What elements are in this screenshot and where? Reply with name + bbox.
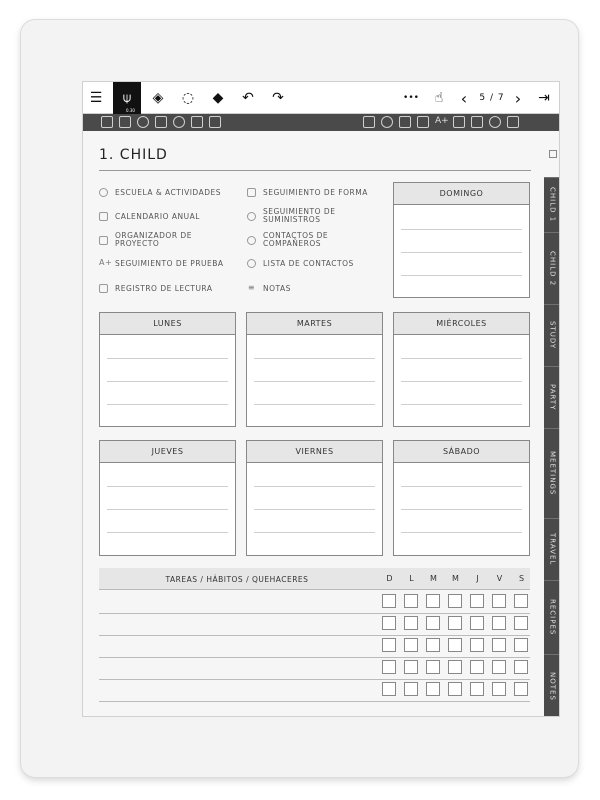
touch-icon[interactable]: ☝ <box>434 90 444 106</box>
layers-icon[interactable]: ◆ <box>212 90 224 106</box>
top-toolbar <box>83 82 560 114</box>
briefcase-icon <box>99 236 108 245</box>
writing-line <box>107 509 228 510</box>
day-header: VIERNES <box>247 441 382 463</box>
briefcase-icon[interactable] <box>417 116 429 128</box>
habit-checkbox[interactable] <box>426 616 440 630</box>
habit-checkbox[interactable] <box>448 682 462 696</box>
graduation-icon[interactable] <box>489 116 501 128</box>
writing-line <box>254 509 375 510</box>
title-divider <box>99 170 531 171</box>
writing-line <box>254 532 375 533</box>
weekday-label: S <box>518 574 525 583</box>
menu-icon[interactable]: ☰ <box>89 90 103 106</box>
habit-checkbox[interactable] <box>492 682 506 696</box>
habit-checkbox[interactable] <box>492 594 506 608</box>
test-icon: A+ <box>99 258 113 267</box>
habit-checkbox[interactable] <box>448 660 462 674</box>
habit-checkbox[interactable] <box>492 660 506 674</box>
day-box-jueves[interactable] <box>99 440 236 556</box>
side-tab-travel[interactable]: TRAVEL <box>544 518 560 580</box>
writing-line <box>401 381 522 382</box>
side-tab-party[interactable]: PARTY <box>544 366 560 428</box>
habit-checkbox[interactable] <box>404 638 418 652</box>
tasks-title: TAREAS / HÁBITOS / QUEHACERES <box>165 574 309 584</box>
weekday-label: J <box>476 574 479 583</box>
habit-checkbox[interactable] <box>382 660 396 674</box>
habit-checkbox[interactable] <box>448 638 462 652</box>
task-row-line <box>99 635 530 636</box>
tasks-header <box>99 568 530 590</box>
habit-checkbox[interactable] <box>448 616 462 630</box>
task-row-line <box>99 701 530 702</box>
heart-icon[interactable] <box>173 116 185 128</box>
next-page-button[interactable]: › <box>514 88 522 108</box>
habit-checkbox[interactable] <box>426 638 440 652</box>
writing-line <box>401 252 522 253</box>
writing-line <box>401 532 522 533</box>
writing-line <box>107 358 228 359</box>
day-box-sabado[interactable] <box>393 440 530 556</box>
basket-icon <box>247 212 256 221</box>
writing-line <box>401 358 522 359</box>
link-seguimiento-forma[interactable]: SEGUIMIENTO DE FORMA <box>247 188 368 197</box>
habit-checkbox[interactable] <box>492 638 506 652</box>
habit-checkbox[interactable] <box>382 638 396 652</box>
writing-line <box>401 486 522 487</box>
more-icon[interactable]: ••• <box>403 93 419 103</box>
tablet-frame <box>21 20 578 777</box>
side-tab-child-2[interactable]: CHILD 2 <box>544 232 560 304</box>
calendar-icon[interactable] <box>399 116 411 128</box>
writing-line <box>401 509 522 510</box>
page-title: 1. CHILD <box>99 147 168 163</box>
form-icon <box>247 188 256 197</box>
prev-page-button[interactable]: ‹ <box>460 88 468 108</box>
day-box-lunes[interactable] <box>99 312 236 427</box>
side-tabs <box>544 131 560 717</box>
wallet-icon[interactable] <box>155 116 167 128</box>
writing-line <box>254 486 375 487</box>
link-contactos-companeros[interactable]: CONTACTOS DE COMPAÑEROS <box>247 232 367 248</box>
habit-checkbox[interactable] <box>514 616 528 630</box>
habit-checkbox[interactable] <box>470 660 484 674</box>
writing-line <box>401 404 522 405</box>
lasso-icon[interactable]: ◌ <box>181 90 195 106</box>
writing-line <box>107 486 228 487</box>
link-seguimiento-prueba[interactable]: A+ SEGUIMIENTO DE PRUEBA <box>99 258 224 268</box>
side-tab-meetings[interactable]: MEETINGS <box>544 428 560 518</box>
day-header: LUNES <box>100 313 235 335</box>
form-icon[interactable] <box>471 116 483 128</box>
link-lista-contactos[interactable]: LISTA DE CONTACTOS <box>247 259 354 268</box>
day-box-martes[interactable] <box>246 312 383 427</box>
writing-line <box>401 275 522 276</box>
weekday-label: M <box>452 574 459 583</box>
writing-line <box>254 381 375 382</box>
day-header: JUEVES <box>100 441 235 463</box>
side-tab-recipes[interactable]: RECIPES <box>544 580 560 654</box>
eraser-icon[interactable]: ◈ <box>152 90 164 106</box>
graduation-icon <box>247 236 256 245</box>
book-icon[interactable] <box>453 116 465 128</box>
pen-icon: ⍦ <box>122 90 132 106</box>
day-box-miercoles[interactable] <box>393 312 530 427</box>
clipboard-icon[interactable] <box>363 116 375 128</box>
weekday-label: M <box>430 574 437 583</box>
undo-icon[interactable]: ↶ <box>242 90 254 106</box>
goal-icon[interactable] <box>137 116 149 128</box>
habit-checkbox[interactable] <box>470 682 484 696</box>
writing-line <box>401 229 522 230</box>
pen-size-label: 0.30 <box>126 108 135 113</box>
notes-list-icon[interactable] <box>507 116 519 128</box>
day-header: MIÉRCOLES <box>394 313 529 335</box>
pen-tool-button[interactable] <box>113 82 141 114</box>
weekday-label: L <box>409 574 414 583</box>
writing-line <box>107 532 228 533</box>
home-icon[interactable] <box>101 116 113 128</box>
habit-checkbox[interactable] <box>404 660 418 674</box>
habit-checkbox[interactable] <box>514 660 528 674</box>
habit-checkbox[interactable] <box>492 616 506 630</box>
habit-checkbox[interactable] <box>404 682 418 696</box>
link-escuela-actividades[interactable]: ESCUELA & ACTIVIDADES <box>99 188 221 197</box>
habit-checkbox[interactable] <box>426 594 440 608</box>
home-tab-icon <box>549 150 557 158</box>
link-registro-lectura[interactable]: REGISTRO DE LECTURA <box>99 284 212 293</box>
link-calendario-anual[interactable]: CALENDARIO ANUAL <box>99 212 200 221</box>
weekday-label: D <box>386 574 393 583</box>
habit-checkbox[interactable] <box>404 616 418 630</box>
weekday-label: V <box>496 574 503 583</box>
habit-checkbox[interactable] <box>426 660 440 674</box>
test-icon[interactable]: A+ <box>435 116 449 126</box>
writing-line <box>107 404 228 405</box>
calendar-icon <box>99 212 108 221</box>
side-tab-child-1[interactable]: CHILD 1 <box>544 177 560 232</box>
task-row-line <box>99 657 530 658</box>
person-icon <box>247 259 256 268</box>
habit-checkbox[interactable] <box>448 594 462 608</box>
link-notas[interactable]: ≡ NOTAS <box>247 283 291 293</box>
day-header: DOMINGO <box>394 183 529 205</box>
writing-line <box>107 381 228 382</box>
task-row-line <box>99 613 530 614</box>
habit-checkbox[interactable] <box>426 682 440 696</box>
list-icon[interactable] <box>119 116 131 128</box>
day-header: SÁBADO <box>394 441 529 463</box>
book-icon <box>99 284 108 293</box>
page-indicator[interactable]: 5 / 7 <box>479 93 505 103</box>
document-icon[interactable] <box>209 116 221 128</box>
day-box-viernes[interactable] <box>246 440 383 556</box>
screen <box>82 81 560 717</box>
side-tab-home[interactable] <box>544 131 560 177</box>
day-box-domingo[interactable] <box>393 182 530 298</box>
habit-checkbox[interactable] <box>470 594 484 608</box>
habit-checkbox[interactable] <box>382 594 396 608</box>
habit-checkbox[interactable] <box>470 638 484 652</box>
redo-icon[interactable]: ↷ <box>272 90 284 106</box>
habit-checkbox[interactable] <box>470 616 484 630</box>
side-tab-study[interactable]: STUDY <box>544 304 560 366</box>
fitness-icon[interactable] <box>191 116 203 128</box>
task-row-line <box>99 679 530 680</box>
planner-nav-bar <box>83 114 560 131</box>
side-tab-notes[interactable]: NOTES <box>544 654 560 717</box>
clock-icon <box>99 188 108 197</box>
exit-icon[interactable]: ⇥ <box>538 90 550 106</box>
day-header: MARTES <box>247 313 382 335</box>
writing-line <box>254 358 375 359</box>
habit-checkbox[interactable] <box>382 682 396 696</box>
habit-checkbox[interactable] <box>382 616 396 630</box>
habit-checkbox[interactable] <box>404 594 418 608</box>
link-seguimiento-suministros[interactable]: SEGUIMIENTO DE SUMINISTROS <box>247 208 367 224</box>
habit-checkbox[interactable] <box>514 594 528 608</box>
link-organizador-proyecto[interactable]: ORGANIZADOR DE PROYECTO <box>99 232 219 248</box>
habit-checkbox[interactable] <box>514 682 528 696</box>
clock-icon[interactable] <box>381 116 393 128</box>
writing-line <box>254 404 375 405</box>
list-icon: ≡ <box>247 283 256 292</box>
habit-checkbox[interactable] <box>514 638 528 652</box>
